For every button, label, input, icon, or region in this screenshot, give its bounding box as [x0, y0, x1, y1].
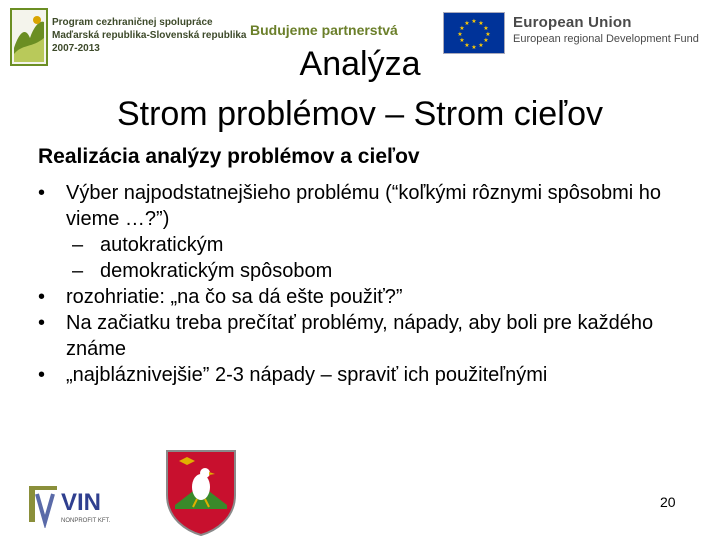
dash-marker: – — [72, 234, 84, 256]
list-item — [38, 362, 698, 388]
sub-list-item-text: demokratickým spôsobom — [100, 260, 333, 282]
svg-text:★: ★ — [464, 42, 470, 49]
svg-text:★: ★ — [459, 37, 465, 44]
list-item — [38, 180, 698, 232]
list-item — [38, 284, 698, 310]
bullet-list — [38, 180, 698, 388]
eu-label — [513, 14, 699, 45]
vin-logo-text: VIN — [61, 489, 102, 516]
svg-text:★: ★ — [459, 25, 465, 32]
svg-text:★: ★ — [478, 42, 484, 49]
svg-text:★: ★ — [485, 31, 491, 38]
program-name-line: Maďarská republika-Slovenská republika — [52, 30, 247, 41]
vin-logo-icon — [27, 482, 147, 528]
vin-logo-subtext: NONPROFIT KFT. — [61, 518, 111, 524]
page-number: 20 — [660, 494, 676, 510]
slide-subtitle: Strom problémov – Strom cieľov — [116, 95, 604, 133]
list-item-text: Na začiatku treba prečítať problémy, nápady, aby boli pre každého známe — [66, 312, 654, 360]
svg-text:★: ★ — [471, 18, 477, 25]
section-heading: Realizácia analýzy problémov a cieľov — [38, 145, 420, 168]
svg-text:★: ★ — [483, 25, 489, 32]
bullet-marker: • — [38, 312, 46, 334]
list-item — [38, 310, 698, 362]
dash-marker: – — [72, 260, 84, 282]
partnership-slogan: Budujeme partnerstvá — [250, 22, 398, 38]
list-item-text: „najbláznivejšie” 2-3 nápady – spraviť ich použiteľnými — [66, 364, 548, 386]
eu-title: European Union — [513, 14, 632, 31]
svg-text:★: ★ — [471, 44, 477, 51]
svg-text:★: ★ — [464, 20, 470, 27]
sub-list-item — [38, 258, 698, 284]
sub-list-item-text: autokratickým — [100, 234, 224, 256]
svg-text:★: ★ — [478, 20, 484, 27]
svg-text:★: ★ — [457, 31, 463, 38]
bullet-marker: • — [38, 364, 46, 386]
program-name-line: Program cezhraničnej spolupráce — [52, 17, 213, 28]
svg-text:★: ★ — [483, 37, 489, 44]
bullet-marker: • — [38, 182, 46, 204]
bullet-marker: • — [38, 286, 46, 308]
sub-list-item — [38, 232, 698, 258]
list-item-text: rozohriatie: „na čo sa dá ešte použiť?” — [66, 286, 403, 308]
eu-subtitle: European regional Development Fund — [513, 33, 699, 45]
coat-of-arms-icon — [163, 447, 239, 537]
list-item-text: Výber najpodstatnejšieho problému (“koľkými rôznymi spôsobmi ho vieme …?”) — [66, 182, 661, 230]
program-name-line: 2007-2013 — [52, 43, 100, 54]
slide-title: Analýza — [299, 45, 421, 83]
